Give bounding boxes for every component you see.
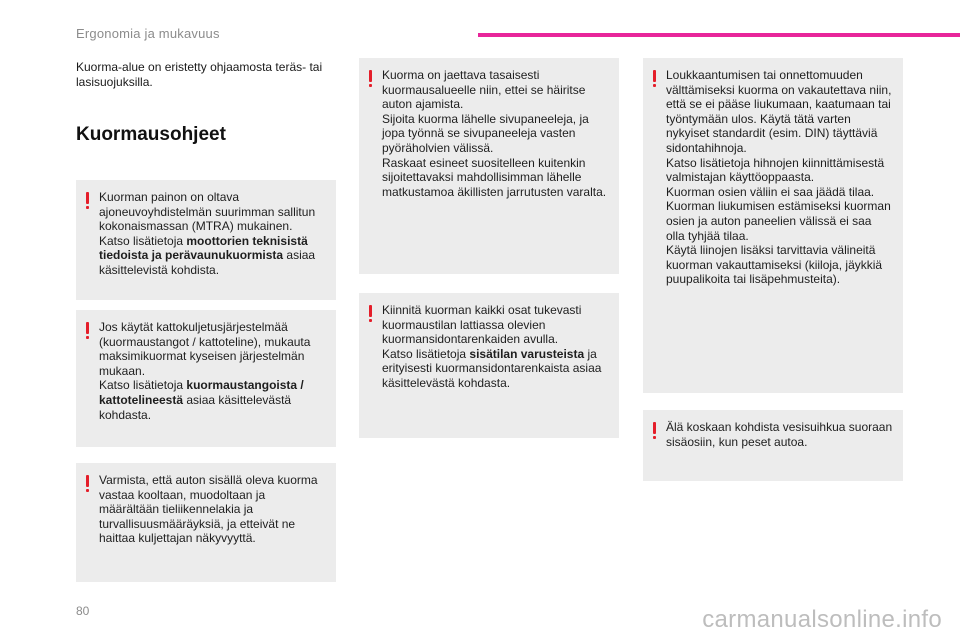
reference-link-interior: sisätilan varusteista <box>469 346 585 361</box>
exclamation-icon <box>366 305 375 323</box>
chapter-title: Ergonomia ja mukavuus <box>76 26 220 41</box>
section-heading: Kuormausohjeet <box>76 124 226 145</box>
note-water <box>643 410 903 481</box>
note-roof-reference: Katso lisätietoja kuormaustangoista / kattotelineestä asiaa käsittelevästä kohdasta. <box>99 378 304 422</box>
note-fasten <box>359 293 619 438</box>
watermark: carmanualsonline.info <box>702 606 942 633</box>
note-water-text: Älä koskaan kohdista vesisuihkua suoraan sisäosiin, kun peset autoa. <box>666 420 893 449</box>
note-injury-text-3: Kuorman osien väliin ei saa jäädä tilaa. Kuorman liukumisen estämiseksi kuorman osien ja auton paneelien välissä ei saa olla tyhjää tilaa. <box>666 184 891 243</box>
note-vision-text: Varmista, että auton sisällä oleva kuorma vastaa kooltaan, muodoltaan ja määrältään tieliikennelakia ja turvallisuusmääräyksiä, ja etteivät ne haittaa kuljettajan näkyvyyttä. <box>99 473 318 546</box>
exclamation-icon <box>83 475 92 493</box>
note-distribute-text-1: Kuorma on jaettava tasaisesti kuormausalueelle niin, ettei se häiritse auton ajamista. <box>382 68 586 112</box>
note-distribute-text-2: Sijoita kuorma lähelle sivupaneeleja, ja jopa työnnä se sivupaneeleja vasten pyöräholvien välissä. <box>382 111 589 155</box>
note-distribute <box>359 58 619 274</box>
exclamation-icon <box>650 422 659 440</box>
exclamation-icon <box>83 192 92 210</box>
note-weight-reference: Katso lisätietoja moottorien teknisistä tiedoista ja perävaunukuormista asiaa käsittelevistä kohdista. <box>99 233 316 277</box>
note-injury-text-1: Loukkaantumisen tai onnettomuuden välttämiseksi kuorma on vakautettava niin, että se ei pääse liukumaan, kaatumaan tai työntymään ulos. Käytä tätä varten nykyiset standardit (esim. DIN) täyttäviä sidontahihnoja. <box>666 68 892 155</box>
note-distribute-text-3: Raskaat esineet suositelleen kuitenkin sijoitettavaksi mahdollisimman lähelle matkustamoa äkillisten jarrutusten varalta. <box>382 155 607 199</box>
page-number: 80 <box>76 604 90 618</box>
header-accent-rule <box>478 33 960 37</box>
note-injury-text-4: Käytä liinojen lisäksi tarvittavia välineitä kuorman vakauttamiseksi (kiiloja, jäykkiä puupalikoita tai lisäpehmusteita). <box>666 243 883 287</box>
intro-text: Kuorma-alue on eristetty ohjaamosta teräs- tai lasisuojuksilla. <box>76 60 323 89</box>
exclamation-icon <box>366 70 375 88</box>
exclamation-icon <box>650 70 659 88</box>
note-weight <box>76 180 336 300</box>
exclamation-icon <box>83 322 92 340</box>
note-injury <box>643 58 903 393</box>
reference-link-roof-bars: kuormaustangoista / kattotelineestä <box>99 378 304 407</box>
reference-link-engines: moottorien teknisistä tiedoista ja perävaunukuormista <box>99 233 308 263</box>
note-vision <box>76 463 336 582</box>
note-injury-text-2: Katso lisätietoja hihnojen kiinnittämisestä valmistajan käyttöoppaasta. <box>666 155 885 185</box>
note-roof-text: Jos käytät kattokuljetusjärjestelmää (kuormaustangot / kattoteline), mukauta maksimikuormat kyseisen järjestelmän mukaan. <box>99 320 311 378</box>
note-weight-text: Kuorman painon on oltava ajoneuvoyhdistelmän suurimman sallitun kokonaismassan (MTRA) mukainen. <box>99 190 316 234</box>
note-roof <box>76 310 336 447</box>
note-fasten-reference: Katso lisätietoja sisätilan varusteista ja erityisesti kuormansidontarenkaista asiaa käsittelevästä kohdasta. <box>382 346 602 390</box>
note-fasten-text: Kiinnitä kuorman kaikki osat tukevasti kuormaustilan lattiassa olevien kuormansidontarenkaiden avulla. <box>382 303 582 347</box>
